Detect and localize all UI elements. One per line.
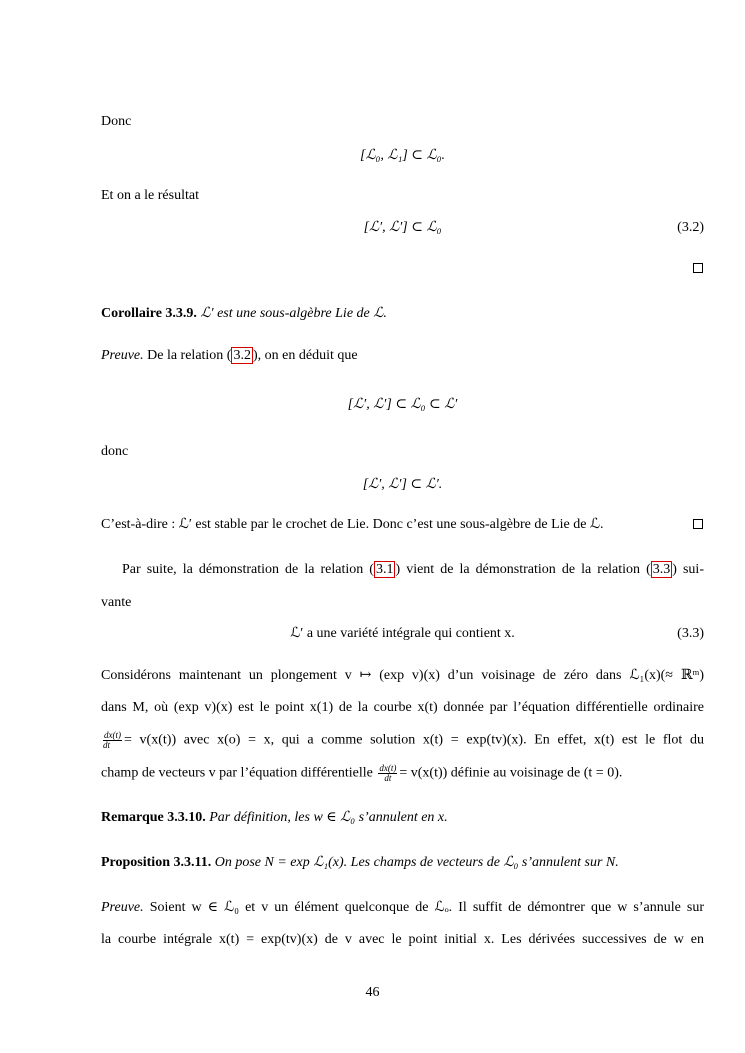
corollary-statement: ℒ′ est une sous-algèbre Lie de ℒ.: [200, 306, 387, 321]
remark-text: Par définition, les w ∈ ℒ₀ s’annulent en x.: [209, 810, 448, 825]
reference-link-3-2[interactable]: 3.2: [233, 348, 251, 363]
paragraph-par-suite: Par suite, la démonstration de la relation ( 3.1 ) vient de la démonstration de la relation ( 3.3 ) sui-: [122, 562, 704, 577]
equation-lie-bracket-l0-l1: [ℒ₀, ℒ₁] ⊂ ℒ₀.: [360, 148, 445, 163]
proposition-3-3-11: [101, 854, 704, 872]
corollary-label: Corollaire 3.3.9.: [101, 306, 197, 321]
reference-link-3-1[interactable]: 3.1: [375, 562, 394, 577]
proof-text-post: ), on en déduit que: [252, 348, 358, 363]
qed-square-icon: [693, 519, 703, 529]
page-number: 46: [365, 985, 380, 1000]
paragraph-par-suite-cont: vante: [101, 595, 132, 610]
text-result-intro: Et on a le résultat: [101, 188, 199, 203]
reference-link-3-3[interactable]: 3.3: [652, 562, 671, 577]
proposition-label: Proposition 3.3.11.: [101, 855, 212, 870]
fraction-dx-dt: $\frac{dx(t)}{dt}$: [103, 730, 121, 750]
proposition-text: On pose N = exp ℒ₁(x). Les champs de vecteurs de ℒ₀ s’annulent sur N.: [214, 855, 619, 870]
proof-proposition-line2: la courbe intégrale x(t) = exp(tv)(x) de v avec le point initial x. Les dérivées successives de w en: [101, 932, 704, 947]
proof-proposition-line1: Preuve. Soient w ∈ ℒ₀ et v un élément quelconque de ℒₒ. Il suffit de démontrer que w s’annule sur: [101, 900, 705, 915]
proof-text-pre: De la relation (: [147, 348, 232, 363]
paragraph-considerons-line4: champ de vecteurs v par l’équation différentielle $\frac{dx(t)}{dt}$ = v(x(t)) définie au voisinage de (t = 0).: [101, 763, 623, 783]
equation-number-3-3: (3.3): [677, 626, 704, 641]
remark-label: Remarque 3.3.10.: [101, 810, 206, 825]
paragraph-considerons-line2: dans M, où (exp v)(x) est le point x(1) de la courbe x(t) donnée par l’équation différentielle ordinaire: [101, 700, 704, 715]
text-donc-lower: donc: [101, 444, 129, 459]
equation-3-3: ℒ′ a une variété intégrale qui contient x.: [290, 626, 515, 641]
text-donc: Donc: [101, 114, 132, 129]
paragraph-considerons-line3: $\frac{dx(t)}{dt}$ = v(x(t)) avec x(o) = x, qui a comme solution x(t) = exp(tv)(x). En effet, x(t) est le flot du: [103, 730, 704, 750]
proof-label: Preuve.: [101, 348, 144, 363]
remark-3-3-10: [101, 809, 704, 827]
equation-inclusion-chain: [ℒ′, ℒ′] ⊂ ℒ₀ ⊂ ℒ′: [347, 397, 458, 412]
corollary-3-3-9: [101, 305, 704, 323]
equation-stable: [ℒ′, ℒ′] ⊂ ℒ′.: [362, 477, 443, 492]
equation-number-3-2: (3.2): [677, 220, 704, 235]
proof-label: Preuve.: [101, 900, 144, 915]
text-stable-conclusion: C’est-à-dire : ℒ′ est stable par le crochet de Lie. Donc c’est une sous-algèbre de Lie de ℒ.: [101, 517, 604, 532]
qed-square-icon: [693, 263, 703, 273]
equation-3-2: [ℒ′, ℒ′] ⊂ ℒ₀: [363, 220, 442, 235]
paragraph-considerons-line1: Considérons maintenant un plongement v ↦ (exp v)(x) d’un voisinage de zéro dans ℒ₁(x)(≈ ℝᵐ): [101, 668, 704, 683]
fraction-dx-dt: $\frac{dx(t)}{dt}$: [379, 763, 397, 783]
proof-intro: [101, 347, 704, 365]
